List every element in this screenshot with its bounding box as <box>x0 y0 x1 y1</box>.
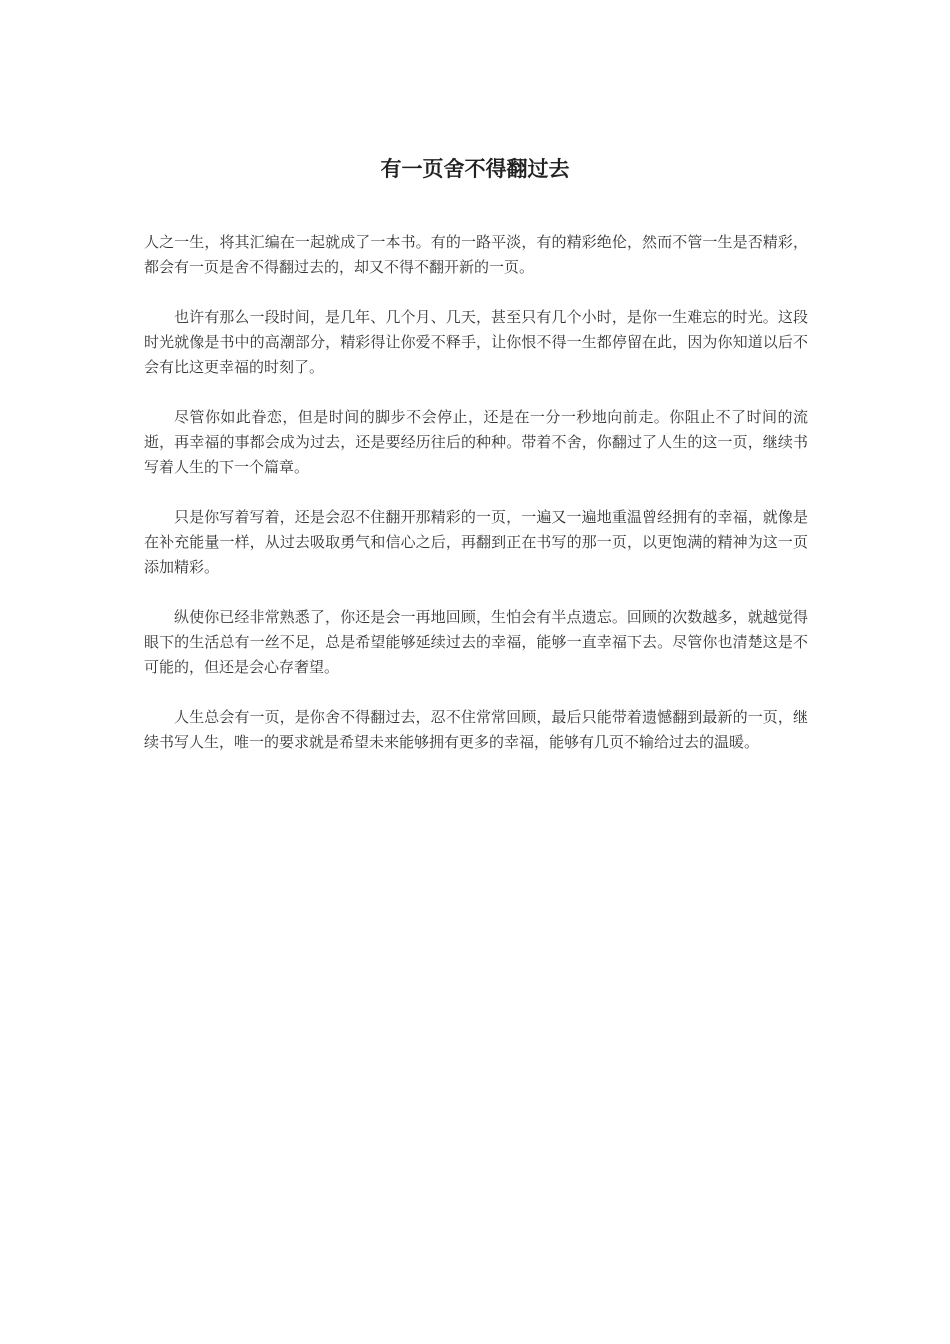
paragraph-4: 只是你写着写着，还是会忍不住翻开那精彩的一页，一遍又一遍地重温曾经拥有的幸福，就像是在补充能量一样，从过去吸取勇气和信心之后，再翻到正在书写的那一页，以更饱满的精神为这一页添加精彩。 <box>144 508 808 576</box>
paragraph-5: 纵使你已经非常熟悉了，你还是会一再地回顾，生怕会有半点遗忘。回顾的次数越多，就越觉得眼下的生活总有一丝不足，总是希望能够延续过去的幸福，能够一直幸福下去。尽管你也清楚这是不可能的，但还是会心存奢望。 <box>144 608 808 676</box>
document-body <box>144 230 808 780</box>
paragraph-3: 尽管你如此眷恋，但是时间的脚步不会停止，还是在一分一秒地向前走。你阻止不了时间的流逝，再幸福的事都会成为过去，还是要经历往后的种种。带着不舍，你翻过了人生的这一页，继续书写着人生的下一个篇章。 <box>144 408 808 476</box>
paragraph-6: 人生总会有一页，是你舍不得翻过去，忍不住常常回顾，最后只能带着遗憾翻到最新的一页，继续书写人生，唯一的要求就是希望未来能够拥有更多的幸福，能够有几页不输给过去的温暖。 <box>144 708 808 751</box>
paragraph-1: 人之一生，将其汇编在一起就成了一本书。有的一路平淡，有的精彩绝伦，然而不管一生是否精彩，都会有一页是舍不得翻过去的，却又不得不翻开新的一页。 <box>144 233 808 276</box>
document-title: 有一页舍不得翻过去 <box>380 157 570 181</box>
paragraph-2: 也许有那么一段时间，是几年、几个月、几天，甚至只有几个小时，是你一生难忘的时光。这段时光就像是书中的高潮部分，精彩得让你爱不释手，让你恨不得一生都停留在此，因为你知道以后不会有比这更幸福的时刻了。 <box>144 308 808 376</box>
